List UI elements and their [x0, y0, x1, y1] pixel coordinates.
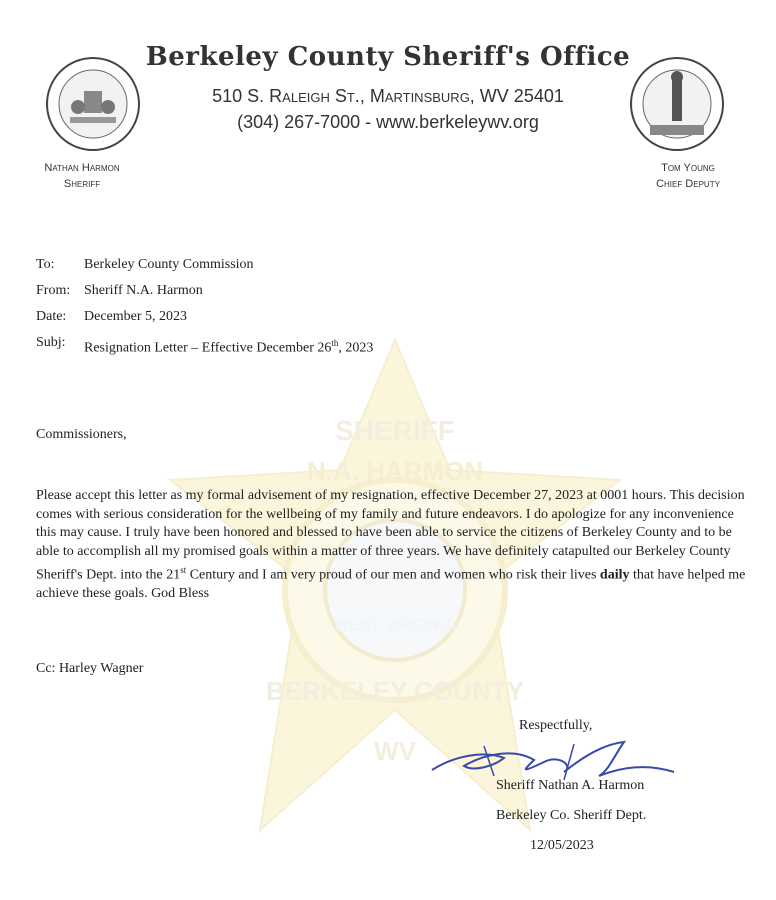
watermark-county-text: BERKELEY COUNTY — [265, 676, 525, 706]
watermark-name-text: N.A. HARMON — [306, 456, 484, 486]
memo-date-value: December 5, 2023 — [84, 309, 188, 324]
memo-subject-sup: th — [331, 338, 339, 348]
sheriff-title: Sheriff — [63, 178, 101, 190]
memo-date-row — [36, 304, 373, 330]
memo-from-row — [36, 278, 373, 304]
signer-name: Sheriff Nathan A. Harmon — [496, 778, 645, 793]
sheriff-block — [22, 160, 142, 192]
watermark-state-text: WEST VIRGINIA — [334, 617, 456, 634]
carbon-copy-line: Cc: Harley Wagner — [36, 661, 144, 676]
letter-body-bold: daily — [599, 567, 630, 583]
office-address: 510 S. Raleigh St., Martinsburg, WV 25401 — [212, 86, 564, 106]
memo-subject-row — [36, 330, 373, 362]
letter-body-sup: st — [180, 565, 187, 575]
office-phone-website: (304) 267-7000 - www.berkeleywv.org — [237, 112, 539, 132]
watermark-wv-text: WV — [374, 736, 416, 766]
memo-to-label: To: — [36, 257, 55, 272]
memo-date-label: Date: — [36, 309, 67, 324]
memo-to-value: Berkeley County Commission — [84, 257, 254, 272]
memo-from-value: Sheriff N.A. Harmon — [84, 283, 203, 298]
signer-department: Berkeley Co. Sheriff Dept. — [496, 808, 647, 823]
memo-from-label: From: — [36, 283, 71, 298]
memo-to-row — [36, 252, 373, 278]
signature-date: 12/05/2023 — [530, 838, 594, 853]
office-name-heading: Berkeley County Sheriff's Office — [145, 42, 631, 72]
letter-body-p1: Please accept this letter as my formal advisement of my resignation, effective December 27, 2023 at 0001 hours. This decision comes with serious consideration for the wellbeing of my family and future endeavors. I do apologize for any inconvenience this may cause. I truly have been honored and blessed to have been able to service the citizens of Berkeley County and to be able to accomplish all my promised goals within a matter of three years. We have definitely catapulted our Berkeley County Sheriff's Dept. into the 21 — [36, 488, 745, 583]
memo-subject-text: Resignation Letter – Effective December 26 — [84, 340, 332, 356]
memo-subject-year: , 2023 — [338, 340, 374, 356]
memo-subject-value — [84, 330, 373, 362]
closing-text: Respectfully, — [519, 718, 593, 733]
sheriff-name: Nathan Harmon — [44, 162, 120, 174]
chief-deputy-name: Tom Young — [661, 162, 715, 174]
salutation: Commissioners, — [36, 427, 127, 442]
memo-subject-label: Subj: — [36, 335, 66, 350]
memo-header — [36, 252, 373, 362]
letter-body-mid: Century and I am very proud of our men and women who risk their lives — [186, 567, 600, 583]
letter-body — [36, 487, 748, 604]
chief-deputy-title: Chief Deputy — [656, 178, 720, 190]
watermark-sheriff-text: SHERIFF — [335, 415, 455, 446]
letter-body-end: that have helped me achieve these goals. God Bless — [36, 567, 746, 602]
chief-deputy-block — [628, 160, 748, 192]
